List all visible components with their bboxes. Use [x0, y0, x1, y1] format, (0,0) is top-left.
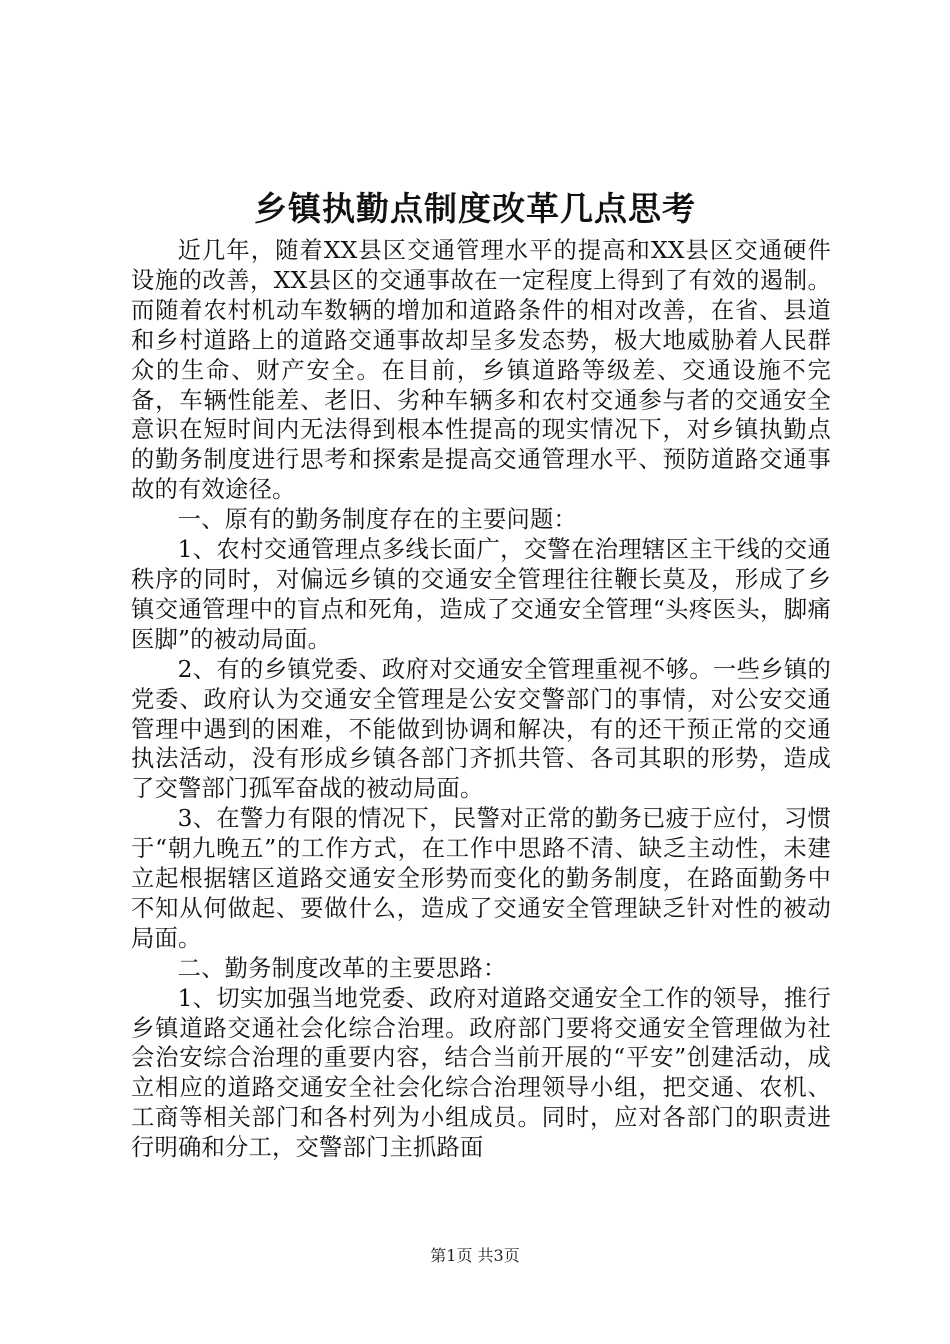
paragraph-problem-1: 1、农村交通管理点多线长面广，交警在治理辖区主干线的交通秩序的同时，对偏远乡镇的交通安全管理往往鞭长莫及，形成了乡镇交通管理中的盲点和死角，造成了交通安全管理“头疼医头，脚痛医脚”的被动局面。: [131, 536, 831, 653]
document-body: [131, 236, 831, 1163]
paragraph-intro: 近几年，随着XX县区交通管理水平的提高和XX县区交通硬件设施的改善，XX县区的交通事故在一定程度上得到了有效的遏制。而随着农村机动车数辆的增加和道路条件的相对改善，在省、县道和乡村道路上的道路交通事故却呈多发态势，极大地威胁着人民群众的生命、财产安全。在目前，乡镇道路等级差、交通设施不完备，车辆性能差、老旧、劣种车辆多和农村交通参与者的交通安全意识在短时间内无法得到根本性提高的现实情况下，对乡镇执勤点的勤务制度进行思考和探索是提高交通管理水平、预防道路交通事故的有效途径。: [131, 237, 831, 504]
paragraph-problem-3: 3、在警力有限的情况下，民警对正常的勤务已疲于应付，习惯于“朝九晚五”的工作方式，在工作中思路不清、缺乏主动性，未建立起根据辖区道路交通安全形势而变化的勤务制度，在路面勤务中不知从何做起、要做什么，造成了交通安全管理缺乏针对性的被动局面。: [131, 805, 831, 952]
document-title: 乡镇执勤点制度改革几点思考: [254, 189, 696, 228]
page-number: 第1页 共3页: [430, 1246, 520, 1265]
section-heading-reform: 二、勤务制度改革的主要思路：: [177, 954, 507, 982]
paragraph-reform-1: 1、切实加强当地党委、政府对道路交通安全工作的领导，推行乡镇道路交通社会化综合治理。政府部门要将交通安全管理做为社会治安综合治理的重要内容，结合当前开展的“平安”创建活动，成立相应的道路交通安全社会化综合治理领导小组，把交通、农机、工商等相关部门和各村列为小组成员。同时，应对各部门的职责进行明确和分工，交警部门主抓路面: [131, 984, 831, 1162]
paragraph-problem-2: 2、有的乡镇党委、政府对交通安全管理重视不够。一些乡镇的党委、政府认为交通安全管理是公安交警部门的事情，对公安交通管理中遇到的困难，不能做到协调和解决，有的还干预正常的交通执法活动，没有形成乡镇各部门齐抓共管、各司其职的形势，造成了交警部门孤军奋战的被动局面。: [131, 655, 831, 803]
section-heading-problems: 一、原有的勤务制度存在的主要问题：: [177, 506, 578, 534]
